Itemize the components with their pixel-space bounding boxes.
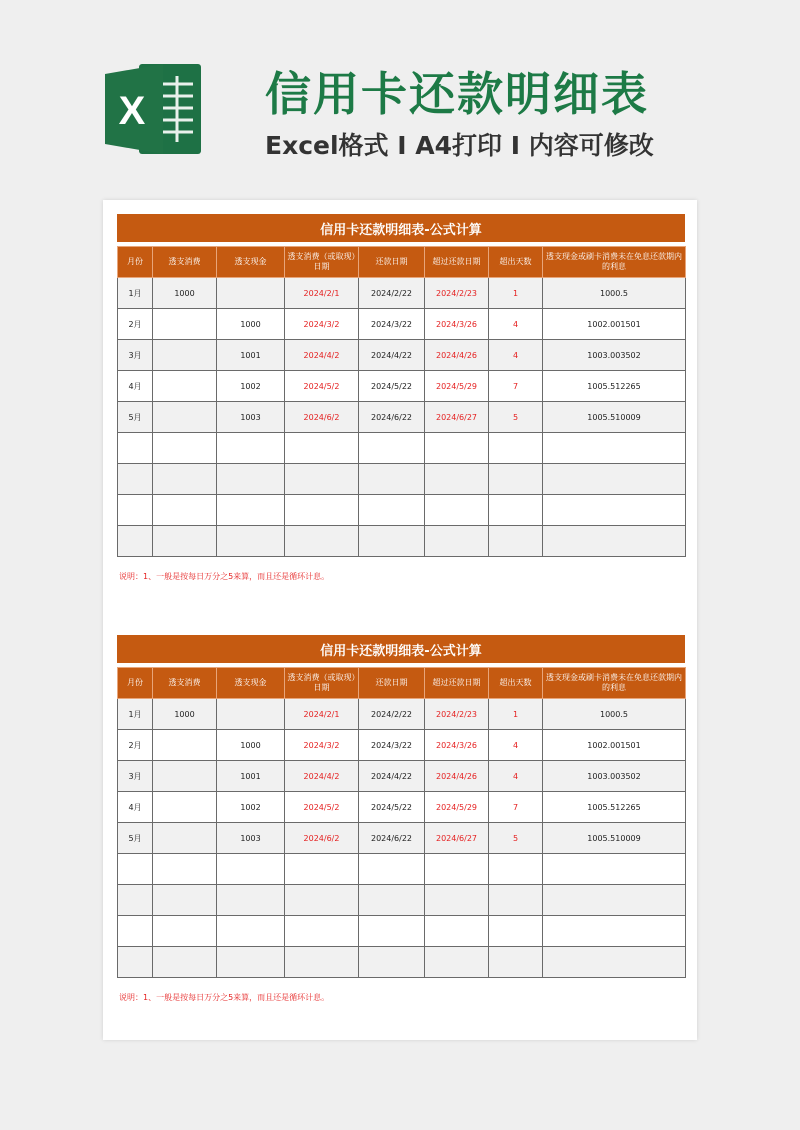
table-cell[interactable]: 5月 (118, 402, 153, 433)
table-row (118, 495, 686, 526)
table-cell[interactable] (153, 309, 217, 340)
table-cell[interactable]: 1 (489, 699, 543, 730)
table-cell[interactable]: 2024/3/2 (285, 730, 359, 761)
table-cell[interactable]: 2024/4/2 (285, 340, 359, 371)
table-cell[interactable]: 2024/2/23 (425, 699, 489, 730)
table-cell[interactable]: 1002.001501 (543, 309, 686, 340)
table-cell[interactable]: 1002 (217, 371, 285, 402)
table-cell[interactable]: 5 (489, 402, 543, 433)
table-cell[interactable] (118, 495, 153, 526)
table-cell[interactable]: 1003 (217, 402, 285, 433)
table-cell[interactable]: 1000.5 (543, 278, 686, 309)
table-cell[interactable]: 7 (489, 792, 543, 823)
table-cell[interactable] (489, 526, 543, 557)
column-header: 超过还款日期 (425, 247, 489, 278)
table-cell[interactable] (118, 916, 153, 947)
table-cell[interactable]: 1002.001501 (543, 730, 686, 761)
table-cell[interactable]: 2024/2/22 (359, 278, 425, 309)
table-cell[interactable]: 1000 (153, 699, 217, 730)
table-cell[interactable]: 1000 (153, 278, 217, 309)
table-cell[interactable] (217, 433, 285, 464)
table-cell[interactable]: 2024/4/26 (425, 340, 489, 371)
table-header-row (118, 247, 686, 278)
table-cell[interactable]: 1001 (217, 761, 285, 792)
table-cell[interactable] (543, 885, 686, 916)
table-row (118, 464, 686, 495)
table-cell[interactable] (285, 464, 359, 495)
table-cell[interactable] (489, 885, 543, 916)
table-cell[interactable] (425, 947, 489, 978)
table-cell[interactable]: 1005.512265 (543, 371, 686, 402)
table-cell[interactable]: 1000 (217, 309, 285, 340)
table-cell[interactable] (153, 495, 217, 526)
table-row (118, 947, 686, 978)
table-cell[interactable] (285, 947, 359, 978)
table-header-row (118, 668, 686, 699)
column-header: 透支现金或刷卡消费未在免息还款期内的利息 (543, 668, 686, 699)
table-cell[interactable] (153, 761, 217, 792)
table-cell[interactable] (153, 854, 217, 885)
column-header: 超出天数 (489, 668, 543, 699)
table-cell[interactable] (425, 854, 489, 885)
table-cell[interactable] (489, 433, 543, 464)
table-cell[interactable] (543, 433, 686, 464)
table-cell[interactable] (118, 947, 153, 978)
table-cell[interactable] (217, 885, 285, 916)
table-cell[interactable]: 4 (489, 730, 543, 761)
table-cell[interactable]: 5月 (118, 823, 153, 854)
table-cell[interactable]: 2024/6/2 (285, 402, 359, 433)
table-row (118, 309, 686, 340)
table-cell[interactable]: 3月 (118, 340, 153, 371)
page-subtitle: Excel格式 I A4打印 I 内容可修改 (265, 131, 654, 160)
column-header: 月份 (118, 668, 153, 699)
table-cell[interactable] (489, 947, 543, 978)
table-cell[interactable]: 1005.510009 (543, 402, 686, 433)
table-cell[interactable] (489, 495, 543, 526)
table-cell[interactable] (543, 916, 686, 947)
table-row (118, 761, 686, 792)
table-cell[interactable]: 1005.510009 (543, 823, 686, 854)
table-cell[interactable] (425, 433, 489, 464)
table-cell[interactable] (543, 495, 686, 526)
table-cell[interactable]: 2月 (118, 730, 153, 761)
table-cell[interactable] (153, 371, 217, 402)
table-row (118, 526, 686, 557)
table-row (118, 730, 686, 761)
table-block-2 (117, 635, 685, 1003)
table-cell[interactable]: 1000.5 (543, 699, 686, 730)
logo-letter: X (118, 89, 146, 133)
table-cell[interactable] (543, 854, 686, 885)
table-row (118, 340, 686, 371)
table-cell[interactable] (153, 885, 217, 916)
table-row (118, 792, 686, 823)
table-cell[interactable]: 2024/6/27 (425, 823, 489, 854)
table-cell[interactable]: 2024/6/22 (359, 823, 425, 854)
table-cell[interactable]: 2024/5/22 (359, 792, 425, 823)
table-cell[interactable] (285, 526, 359, 557)
column-header: 超出天数 (489, 247, 543, 278)
table-cell[interactable] (359, 854, 425, 885)
table-title: 信用卡还款明细表-公式计算 (117, 635, 685, 663)
table-cell[interactable] (285, 433, 359, 464)
table-cell[interactable]: 2024/2/22 (359, 699, 425, 730)
column-header: 透支消费（或取现）日期 (285, 668, 359, 699)
table-cell[interactable] (285, 885, 359, 916)
table-cell[interactable] (217, 526, 285, 557)
table-cell[interactable]: 1月 (118, 278, 153, 309)
table-row (118, 371, 686, 402)
table-cell[interactable] (359, 495, 425, 526)
table-cell[interactable]: 1月 (118, 699, 153, 730)
table-cell[interactable]: 2024/3/2 (285, 309, 359, 340)
table-cell[interactable] (118, 885, 153, 916)
table-cell[interactable] (425, 495, 489, 526)
table-cell[interactable] (217, 916, 285, 947)
table-cell[interactable] (118, 433, 153, 464)
repayment-table (117, 246, 686, 557)
table-cell[interactable]: 2024/2/23 (425, 278, 489, 309)
table-cell[interactable] (153, 433, 217, 464)
table-cell[interactable]: 1 (489, 278, 543, 309)
table-cell[interactable] (153, 526, 217, 557)
table-cell[interactable]: 2024/4/2 (285, 761, 359, 792)
column-header: 透支现金 (217, 668, 285, 699)
table-row (118, 433, 686, 464)
column-header: 超过还款日期 (425, 668, 489, 699)
table-cell[interactable]: 2024/4/22 (359, 340, 425, 371)
table-cell[interactable]: 4月 (118, 371, 153, 402)
table-row (118, 885, 686, 916)
table-note: 说明：1、一般是按每日万分之5来算，而且还是循环计息。 (119, 993, 330, 1002)
column-header: 透支消费 (153, 668, 217, 699)
table-cell[interactable]: 2024/5/2 (285, 371, 359, 402)
table-cell[interactable] (217, 854, 285, 885)
table-cell[interactable] (153, 730, 217, 761)
table-cell[interactable] (285, 916, 359, 947)
repayment-table (117, 667, 686, 978)
table-cell[interactable]: 2024/5/22 (359, 371, 425, 402)
table-cell[interactable]: 2月 (118, 309, 153, 340)
table-cell[interactable] (425, 526, 489, 557)
table-cell[interactable] (543, 526, 686, 557)
table-cell[interactable] (359, 526, 425, 557)
table-cell[interactable]: 5 (489, 823, 543, 854)
table-cell[interactable]: 1003.003502 (543, 340, 686, 371)
table-cell[interactable] (425, 464, 489, 495)
table-cell[interactable]: 2024/3/22 (359, 730, 425, 761)
column-header: 月份 (118, 247, 153, 278)
column-header: 透支现金或刷卡消费未在免息还款期内的利息 (543, 247, 686, 278)
table-row (118, 699, 686, 730)
table-cell[interactable] (153, 823, 217, 854)
table-cell[interactable] (543, 947, 686, 978)
table-cell[interactable] (118, 854, 153, 885)
table-note: 说明：1、一般是按每日万分之5来算，而且还是循环计息。 (119, 572, 330, 581)
column-header: 透支现金 (217, 247, 285, 278)
table-cell[interactable] (217, 464, 285, 495)
table-cell[interactable] (489, 854, 543, 885)
table-cell[interactable]: 3月 (118, 761, 153, 792)
table-cell[interactable] (425, 885, 489, 916)
table-cell[interactable] (217, 699, 285, 730)
table-cell[interactable] (217, 278, 285, 309)
table-cell[interactable] (118, 526, 153, 557)
table-cell[interactable]: 2024/4/22 (359, 761, 425, 792)
table-cell[interactable]: 4 (489, 309, 543, 340)
table-cell[interactable] (543, 464, 686, 495)
table-cell[interactable] (153, 947, 217, 978)
column-header: 透支消费（或取现）日期 (285, 247, 359, 278)
table-cell[interactable] (425, 916, 489, 947)
page-title: 信用卡还款明细表 (265, 67, 649, 121)
column-header: 还款日期 (359, 247, 425, 278)
table-cell[interactable] (285, 495, 359, 526)
table-cell[interactable]: 4月 (118, 792, 153, 823)
table-cell[interactable] (153, 402, 217, 433)
table-row (118, 278, 686, 309)
table-cell[interactable]: 2024/2/1 (285, 699, 359, 730)
table-cell[interactable] (359, 916, 425, 947)
table-cell[interactable]: 1002 (217, 792, 285, 823)
table-cell[interactable]: 1005.512265 (543, 792, 686, 823)
table-cell[interactable]: 2024/5/2 (285, 792, 359, 823)
column-header: 还款日期 (359, 668, 425, 699)
document-sheet (103, 200, 697, 1040)
excel-logo-icon (105, 60, 203, 158)
table-cell[interactable] (359, 947, 425, 978)
table-cell[interactable] (153, 792, 217, 823)
table-cell[interactable]: 1000 (217, 730, 285, 761)
table-row (118, 916, 686, 947)
table-cell[interactable]: 2024/3/26 (425, 309, 489, 340)
table-cell[interactable] (118, 464, 153, 495)
table-row (118, 854, 686, 885)
table-cell[interactable]: 2024/6/27 (425, 402, 489, 433)
table-cell[interactable]: 4 (489, 340, 543, 371)
table-cell[interactable]: 1001 (217, 340, 285, 371)
table-cell[interactable]: 4 (489, 761, 543, 792)
table-cell[interactable]: 2024/3/26 (425, 730, 489, 761)
table-cell[interactable] (217, 495, 285, 526)
table-cell[interactable]: 2024/6/22 (359, 402, 425, 433)
table-cell[interactable] (489, 464, 543, 495)
table-cell[interactable]: 2024/5/29 (425, 371, 489, 402)
column-header: 透支消费 (153, 247, 217, 278)
table-cell[interactable] (359, 464, 425, 495)
table-cell[interactable]: 2024/5/29 (425, 792, 489, 823)
table-cell[interactable] (153, 916, 217, 947)
table-cell[interactable]: 1003.003502 (543, 761, 686, 792)
table-cell[interactable] (489, 916, 543, 947)
table-cell[interactable]: 7 (489, 371, 543, 402)
table-cell[interactable]: 2024/2/1 (285, 278, 359, 309)
table-cell[interactable] (285, 854, 359, 885)
table-cell[interactable] (359, 885, 425, 916)
table-block-1 (117, 214, 685, 582)
table-cell[interactable] (217, 947, 285, 978)
table-cell[interactable]: 2024/4/26 (425, 761, 489, 792)
table-cell[interactable] (153, 464, 217, 495)
table-row (118, 402, 686, 433)
table-cell[interactable]: 2024/6/2 (285, 823, 359, 854)
table-title: 信用卡还款明细表-公式计算 (117, 214, 685, 242)
table-cell[interactable]: 1003 (217, 823, 285, 854)
table-cell[interactable]: 2024/3/22 (359, 309, 425, 340)
table-row (118, 823, 686, 854)
table-cell[interactable] (359, 433, 425, 464)
table-cell[interactable] (153, 340, 217, 371)
